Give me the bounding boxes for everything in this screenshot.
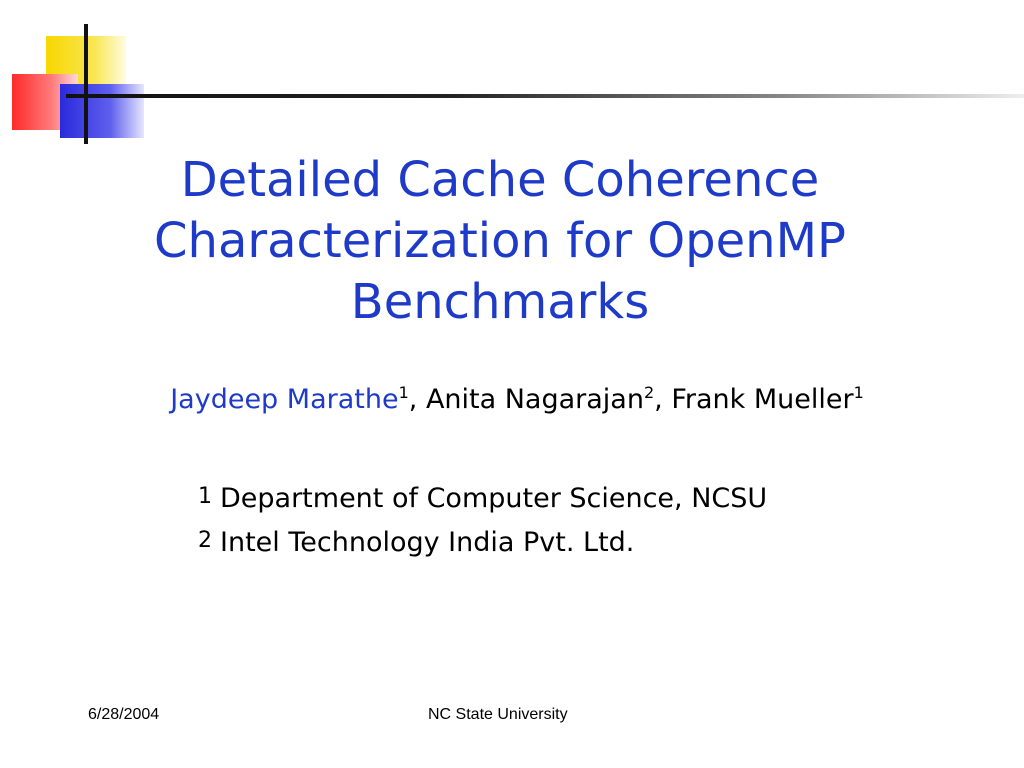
affiliation-number: 2 [198, 528, 212, 553]
author-separator: , [408, 384, 426, 415]
affiliation-number: 1 [198, 484, 212, 509]
affiliation-text: Department of Computer Science, NCSU [220, 483, 768, 514]
slide-title [100, 150, 900, 333]
title-line: Detailed Cache Coherence [180, 152, 820, 208]
author-name: Jaydeep Marathe [170, 384, 399, 415]
logo-graphic [0, 0, 160, 150]
title-line: Benchmarks [350, 274, 650, 330]
logo-vertical-line [84, 24, 88, 144]
title-line: Characterization for OpenMP [154, 213, 846, 269]
footer-organization: NC State University [428, 706, 568, 723]
affiliation-item [198, 520, 767, 564]
author-name: Anita Nagarajan [425, 384, 644, 415]
author-separator: , [654, 384, 672, 415]
affiliation-list [198, 476, 767, 564]
affiliation-text: Intel Technology India Pvt. Ltd. [220, 527, 635, 558]
author-list [100, 384, 934, 415]
affiliation-item [198, 476, 767, 520]
author-affil-mark: 1 [398, 383, 409, 402]
footer-date: 6/28/2004 [88, 706, 160, 723]
logo-blue-square [60, 84, 144, 138]
author-affil-mark: 1 [853, 383, 864, 402]
header-rule [66, 94, 1024, 98]
author-name: Frank Mueller [671, 384, 854, 415]
author-affil-mark: 2 [643, 383, 655, 402]
